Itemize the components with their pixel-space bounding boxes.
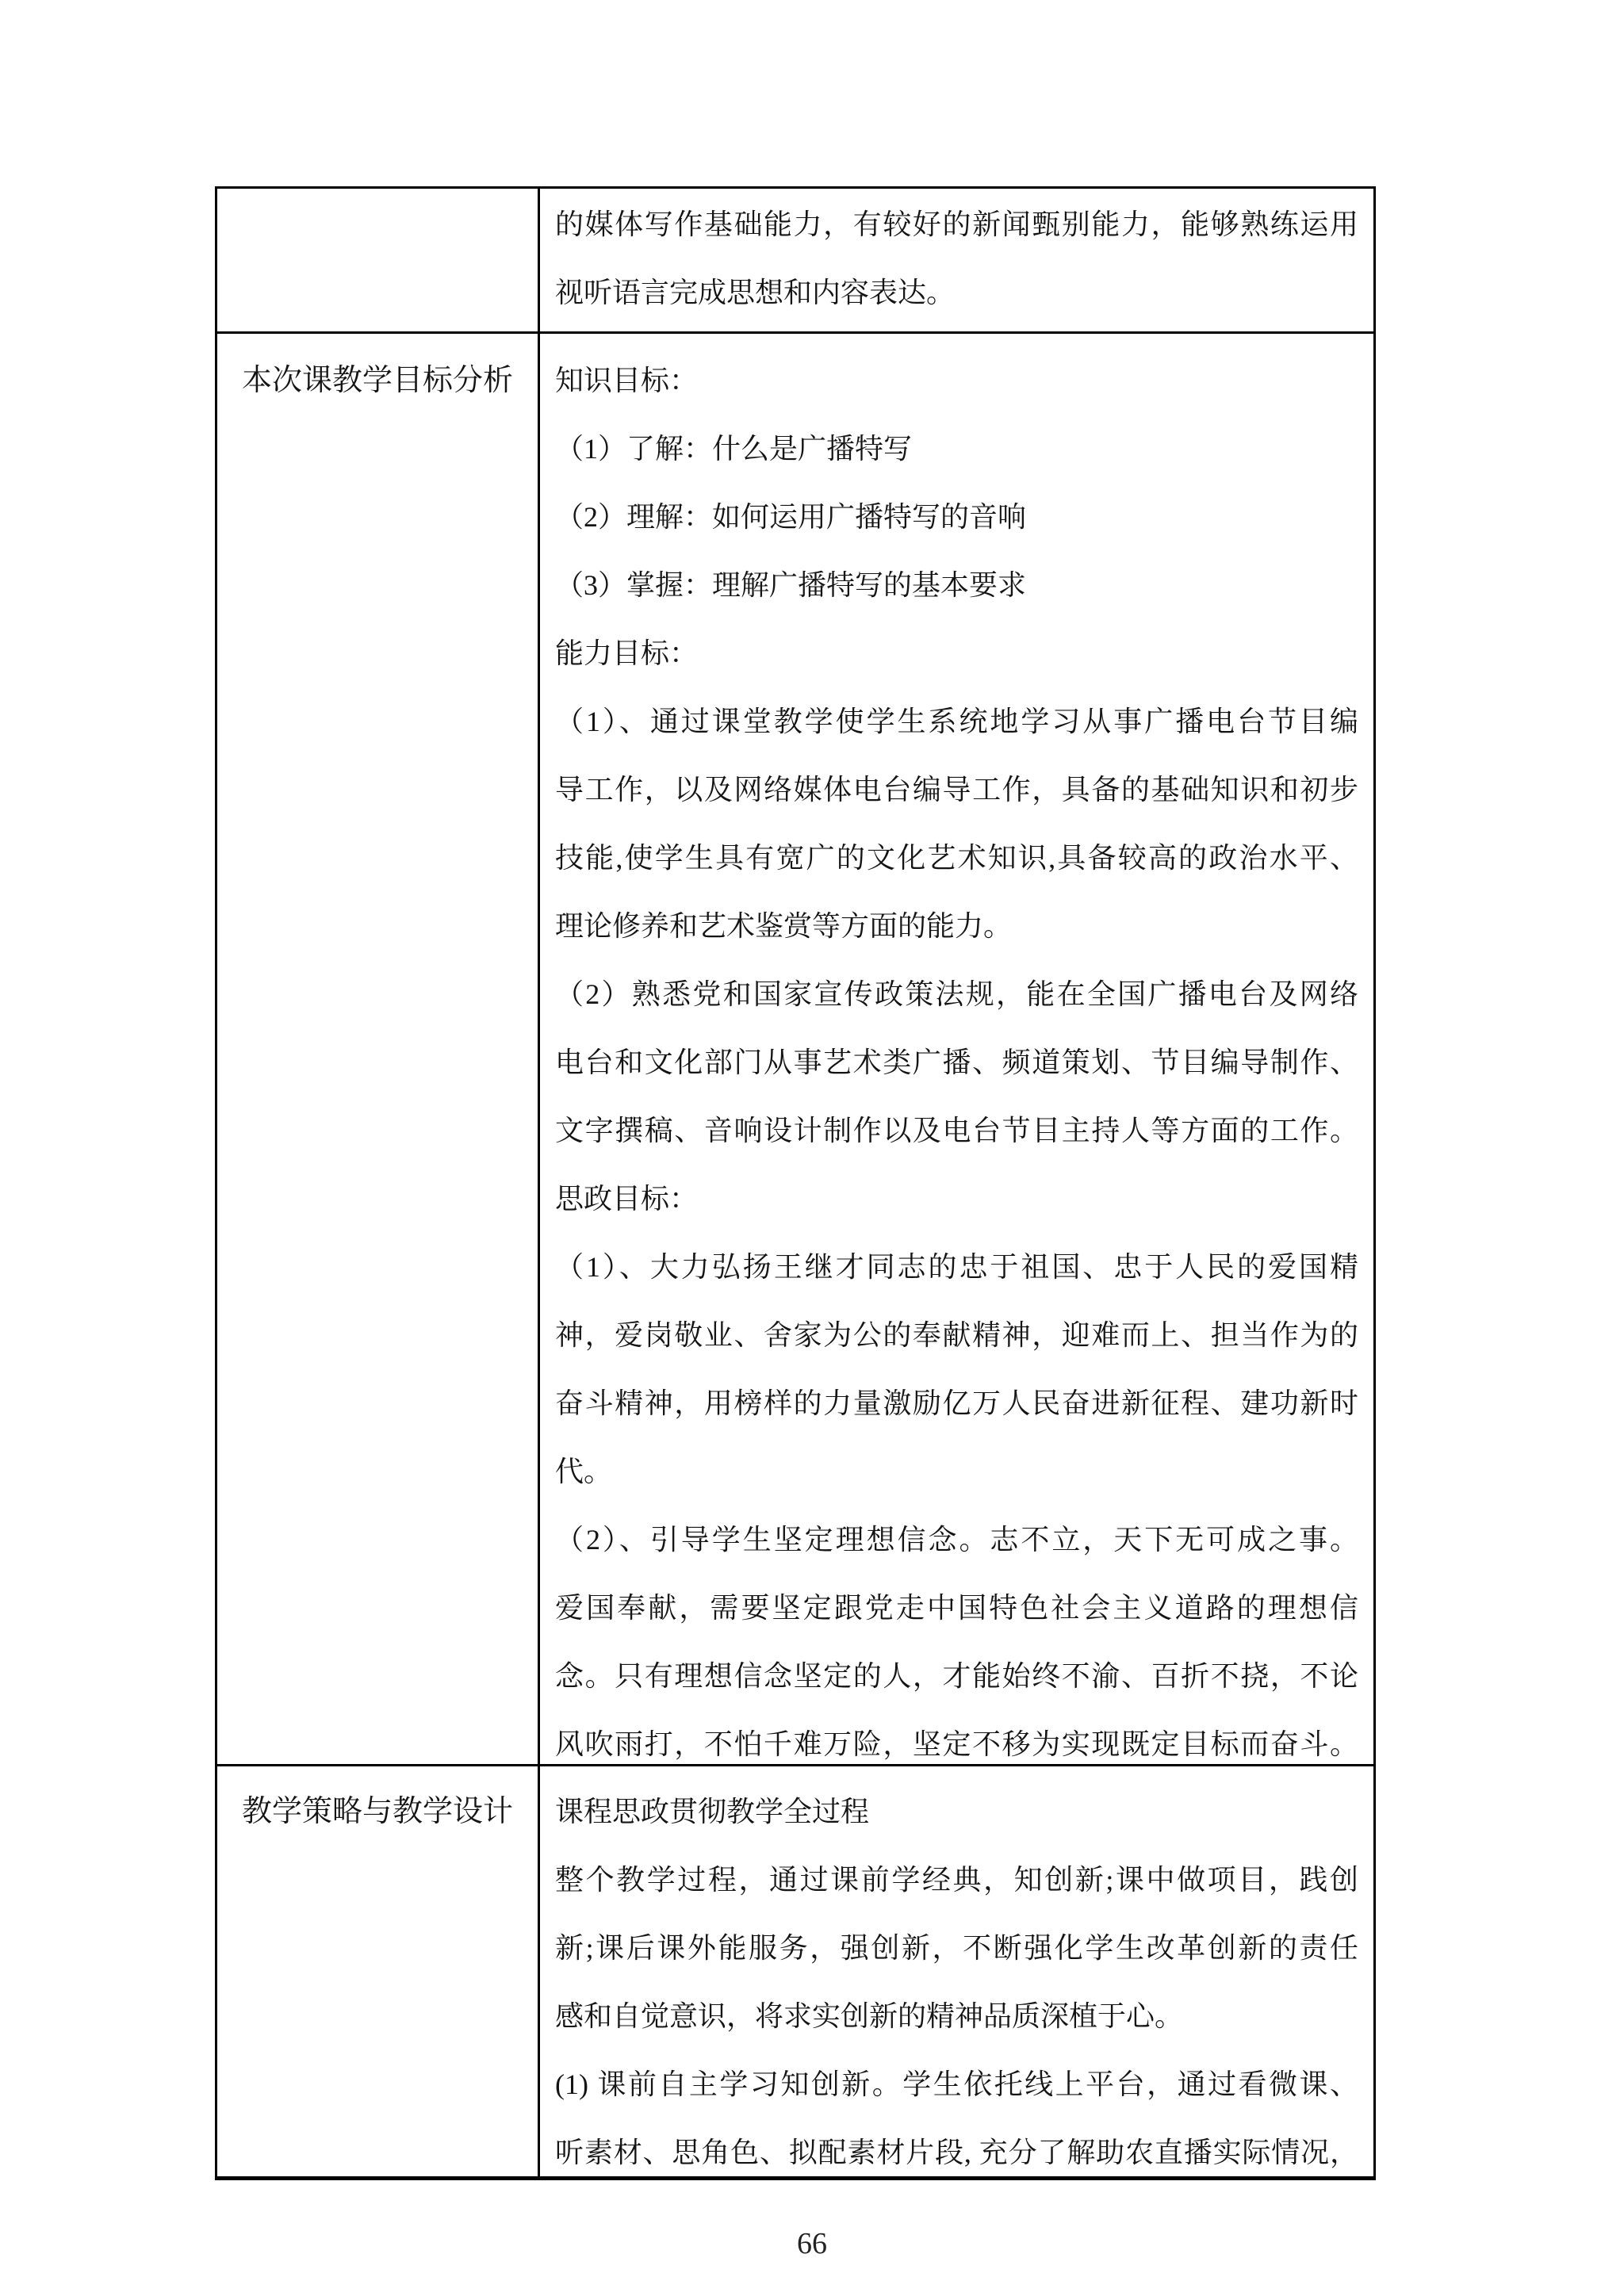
text-line: 整个教学过程，通过课前学经典，知创新;课中做项目，践创	[555, 1864, 1358, 1896]
text-line: 技能,使学生具有宽广的文化艺术知识,具备较高的政治水平、	[555, 842, 1358, 874]
text-line: 视听语言完成思想和内容表达。	[555, 277, 956, 308]
text-line: （2）理解：如何运用广播特写的音响	[555, 501, 1027, 533]
text-line: 知识目标：	[555, 365, 699, 396]
table-row-continued	[217, 189, 1373, 331]
row-label-cell	[217, 334, 540, 1764]
text-line: 思政目标：	[555, 1183, 699, 1215]
text-line: 代。	[555, 1456, 613, 1487]
table-row-teaching-objectives	[217, 331, 1373, 1764]
row-content-cell	[540, 1766, 1373, 2176]
text-line: 念。只有理想信念坚定的人，才能始终不渝、百折不挠，不论	[555, 1660, 1358, 1692]
text-line: 理论修养和艺术鉴赏等方面的能力。	[555, 910, 1013, 942]
row-label: 本次课教学目标分析	[241, 364, 513, 397]
text-line: 风吹雨打，不怕千难万险，坚定不移为实现既定目标而奋斗。	[555, 1728, 1358, 1760]
text-line: 奋斗精神，用榜样的力量激励亿万人民奋进新征程、建功新时	[555, 1387, 1358, 1419]
text-line: 神，爱岗敬业、舍家为公的奉献精神，迎难而上、担当作为的	[555, 1319, 1358, 1351]
text-line: 新;课后课外能服务，强创新，不断强化学生改革创新的责任	[555, 1932, 1358, 1964]
row-label-cell	[217, 1766, 540, 2176]
row-content-cell	[540, 334, 1373, 1764]
page-number: 66	[797, 2227, 827, 2260]
text-line: 文字撰稿、音响设计制作以及电台节目主持人等方面的工作。	[555, 1115, 1358, 1146]
text-line: 听素材、思角色、拟配素材片段, 充分了解助农直播实际情况，	[555, 2137, 1358, 2168]
text-line: 能力目标：	[555, 637, 699, 669]
text-line: （1）、大力弘扬王继才同志的忠于祖国、忠于人民的爱国精	[555, 1251, 1358, 1283]
lesson-plan-table	[215, 186, 1376, 2180]
table-row-teaching-strategy	[217, 1764, 1373, 2176]
text-line: （2）、引导学生坚定理想信念。志不立，天下无可成之事。	[555, 1524, 1358, 1556]
text-line: （2）熟悉党和国家宣传政策法规，能在全国广播电台及网络	[555, 978, 1358, 1010]
text-line: 爱国奉献，需要坚定跟党走中国特色社会主义道路的理想信	[555, 1592, 1358, 1624]
text-line: （1）了解：什么是广播特写	[555, 433, 913, 465]
text-line: 感和自觉意识，将求实创新的精神品质深植于心。	[555, 2000, 1184, 2032]
text-line: 课程思政贯彻教学全过程	[555, 1796, 870, 1827]
text-line: 导工作，以及网络媒体电台编导工作，具备的基础知识和初步	[555, 774, 1358, 806]
text-line: （3）掌握：理解广播特写的基本要求	[555, 569, 1027, 601]
row-content-cell	[540, 189, 1373, 331]
text-line: 电台和文化部门从事艺术类广播、频道策划、节目编导制作、	[555, 1047, 1358, 1078]
text-line: (1) 课前自主学习知创新。学生依托线上平台，通过看微课、	[555, 2068, 1358, 2100]
row-label-cell-empty	[217, 189, 540, 331]
row-label: 教学策略与教学设计	[241, 1795, 513, 1828]
text-line: （1）、通过课堂教学使学生系统地学习从事广播电台节目编	[555, 706, 1358, 737]
text-line: 的媒体写作基础能力，有较好的新闻甄别能力，能够熟练运用	[555, 209, 1358, 240]
